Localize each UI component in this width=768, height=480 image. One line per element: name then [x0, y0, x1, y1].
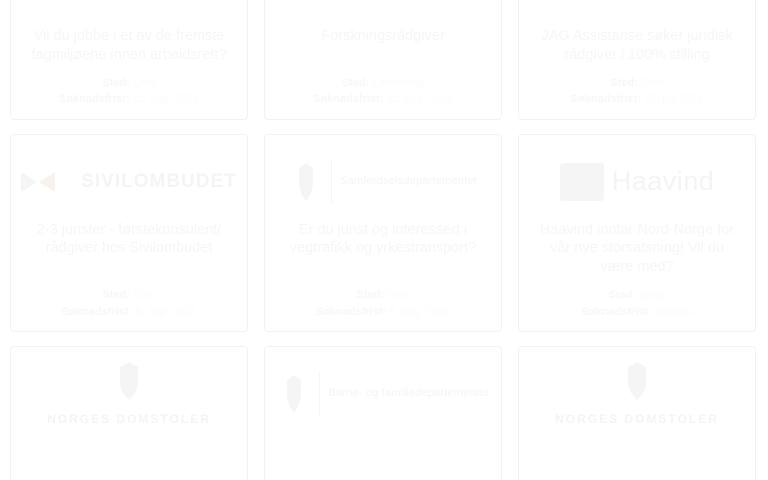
logo-wordmark: Barne- og familiedepartementet — [328, 387, 489, 400]
deadline-value: Snarest — [654, 305, 693, 318]
logo-wordmark: NORGES DOMSTOLER — [555, 411, 719, 426]
deadline-label: Søknadsfrist: — [61, 305, 133, 318]
job-deadline — [62, 305, 197, 319]
employer-logo — [23, 361, 235, 427]
place-value: Oslo — [640, 77, 664, 90]
norwegian-lion-icon — [277, 373, 311, 415]
deadline-value: 11. aug. 2024 — [386, 93, 453, 106]
job-place — [610, 76, 663, 90]
job-title: 2-3 jurister - førstekonsulent/ rådgiver hos Sivilombudet — [36, 221, 222, 257]
logo-divider — [319, 372, 320, 416]
domstoler-logo — [47, 361, 211, 428]
employer-logo — [531, 149, 743, 215]
deadline-label: Søknadsfrist: — [313, 93, 384, 106]
place-label: Sted: — [608, 289, 637, 302]
place-value: Lørenskog — [372, 77, 425, 90]
haavind-logo — [560, 163, 715, 201]
employer-logo — [277, 0, 489, 21]
deadline-label: Søknadsfrist: — [570, 93, 641, 106]
job-place — [342, 76, 425, 90]
job-place — [102, 288, 155, 302]
job-card[interactable] — [264, 0, 502, 120]
job-card[interactable] — [264, 346, 502, 480]
place-label: Sted: — [102, 289, 130, 302]
norwegian-lion-icon — [289, 161, 323, 203]
deadline-value: 20. juli 2024 — [644, 93, 704, 106]
haavind-mark-icon — [560, 163, 604, 201]
place-value: Oslo — [132, 289, 156, 302]
job-deadline — [581, 305, 692, 319]
employer-logo — [531, 361, 743, 427]
job-deadline — [571, 92, 704, 106]
sivilombudet-logo — [21, 169, 237, 195]
deadline-value: 6. aug. 2024 — [135, 305, 197, 318]
job-deadline — [59, 92, 199, 106]
job-card[interactable] — [10, 134, 248, 332]
deadline-label: Søknadsfrist: — [315, 305, 387, 318]
job-place — [356, 288, 409, 302]
logo-wordmark: Haavind — [611, 166, 715, 197]
job-place — [609, 288, 666, 302]
logo-wordmark: NORGES DOMSTOLER — [47, 411, 211, 426]
deadline-value: 9. aug. 2024 — [389, 305, 451, 318]
job-card[interactable] — [264, 134, 502, 332]
job-place — [102, 76, 155, 90]
logo-wordmark: Samferdselsdepartementet — [340, 174, 477, 187]
place-label: Sted: — [102, 77, 130, 90]
deadline-value: 11. aug. 2024 — [132, 93, 199, 106]
crest-icon — [624, 361, 650, 405]
job-title: Haavind inntar Nord-Norge for vår nye storsatsning! Vil du være med? — [539, 221, 735, 275]
job-title: JAG Assistanse søker juridisk rådgiver i 100% stilling — [541, 28, 733, 63]
employer-logo — [23, 0, 235, 21]
employer-logo — [531, 0, 743, 21]
job-card[interactable] — [10, 0, 248, 120]
job-title: Forskningsrådgiver — [321, 28, 445, 44]
departement-logo — [277, 372, 488, 416]
departement-logo — [289, 160, 477, 204]
place-value: Oslo — [132, 77, 156, 90]
job-card[interactable] — [518, 0, 756, 120]
place-label: Sted: — [341, 77, 370, 90]
logo-wordmark: SIVILOMBUDET — [81, 170, 237, 192]
deadline-label: Søknadsfrist: — [581, 305, 652, 318]
job-card[interactable] — [10, 346, 248, 480]
employer-logo — [277, 361, 489, 427]
logo-divider — [331, 160, 332, 204]
deadline-label: Søknadsfrist: — [59, 93, 130, 106]
place-label: Sted: — [610, 77, 638, 90]
place-label: Sted: — [356, 289, 384, 302]
job-card[interactable] — [518, 346, 756, 480]
job-title: Vil du jobbe i et av de fremste fagmiljøene innen arbeidsrett? — [31, 28, 227, 63]
place-value: Oslo — [386, 289, 410, 302]
job-deadline — [313, 92, 453, 106]
employer-logo — [23, 149, 235, 215]
place-value: Bodø — [639, 289, 666, 302]
domstoler-logo — [555, 361, 719, 428]
crest-icon — [116, 361, 142, 405]
job-title: Er du jurist og interessert i vegtrafikk og yrkestransport? — [289, 221, 477, 257]
arrow-icon — [21, 169, 73, 195]
job-card[interactable] — [518, 134, 756, 332]
employer-logo — [277, 149, 489, 215]
job-deadline — [316, 305, 451, 319]
